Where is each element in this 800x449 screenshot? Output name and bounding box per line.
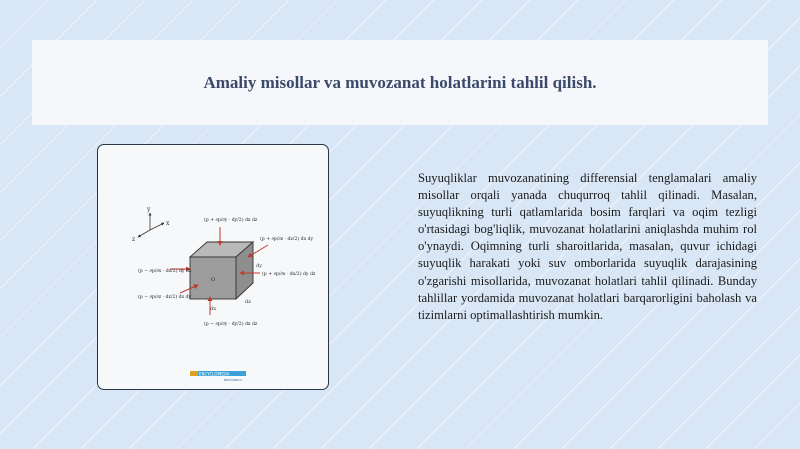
formula-left-bottom: (p − ∂p/∂z · dz/2) dx dy — [138, 295, 192, 300]
formula-bottom: (p − ∂p/∂y · dy/2) dx dz — [204, 322, 258, 327]
body-paragraph: Suyuqliklar muvozanatining differensial tenglamalari amaliy misollar orqali yanada chuqurroq tahlil qilinadi. Masalan, suyuqlikning turli qatlamlarida bosim farqlari va oqim tezligi o'rtasidagi bog'liqlik, muvozanat holatlarini aniqlashda muhim rol o'ynaydi. Oqimning turli sharoitlarida, masalan, quvur ichidagi suyuqlik harakati yoki suv omborlarida suyuqlik darajasining o'zgarishi misollarida, muvozanat holatlari tahlil qilinadi. Bunday tahlillar yordamida muvozanat holatlari barqarorligini baholash va tizimlarni optimallashtirish mumkin. — [418, 171, 757, 322]
axis-x-label: x — [166, 220, 170, 227]
formula-left: (p − ∂p/∂x · dx/2) dy dz — [138, 269, 192, 274]
fluid-element-diagram — [98, 145, 328, 389]
formula-right: (p + ∂p/∂x · dx/2) dy dz — [262, 272, 316, 277]
axis-z-label: z — [132, 236, 136, 243]
formula-top-right: (p + ∂p/∂z · dz/2) dx dy — [260, 237, 314, 242]
axes-triad — [132, 206, 170, 243]
dim-dx-label: dx — [210, 306, 217, 312]
figure-frame — [97, 144, 329, 390]
formula-top: (p + ∂p/∂y · dy/2) dx dz — [204, 218, 258, 223]
axis-y-label: y — [147, 206, 151, 213]
svg-text:BRITANNICA: BRITANNICA — [224, 378, 243, 382]
dim-dy-label: dy — [256, 263, 263, 269]
center-label: O — [211, 277, 216, 283]
dim-dz-label: dz — [245, 299, 251, 305]
svg-text:ENCYCLOPEDIA: ENCYCLOPEDIA — [199, 371, 230, 377]
cube — [190, 242, 262, 312]
title-bar — [32, 40, 768, 125]
slide-title: Amaliy misollar va muvozanat holatlarini tahlil qilish. — [203, 72, 597, 92]
britannica-logo — [190, 371, 246, 382]
